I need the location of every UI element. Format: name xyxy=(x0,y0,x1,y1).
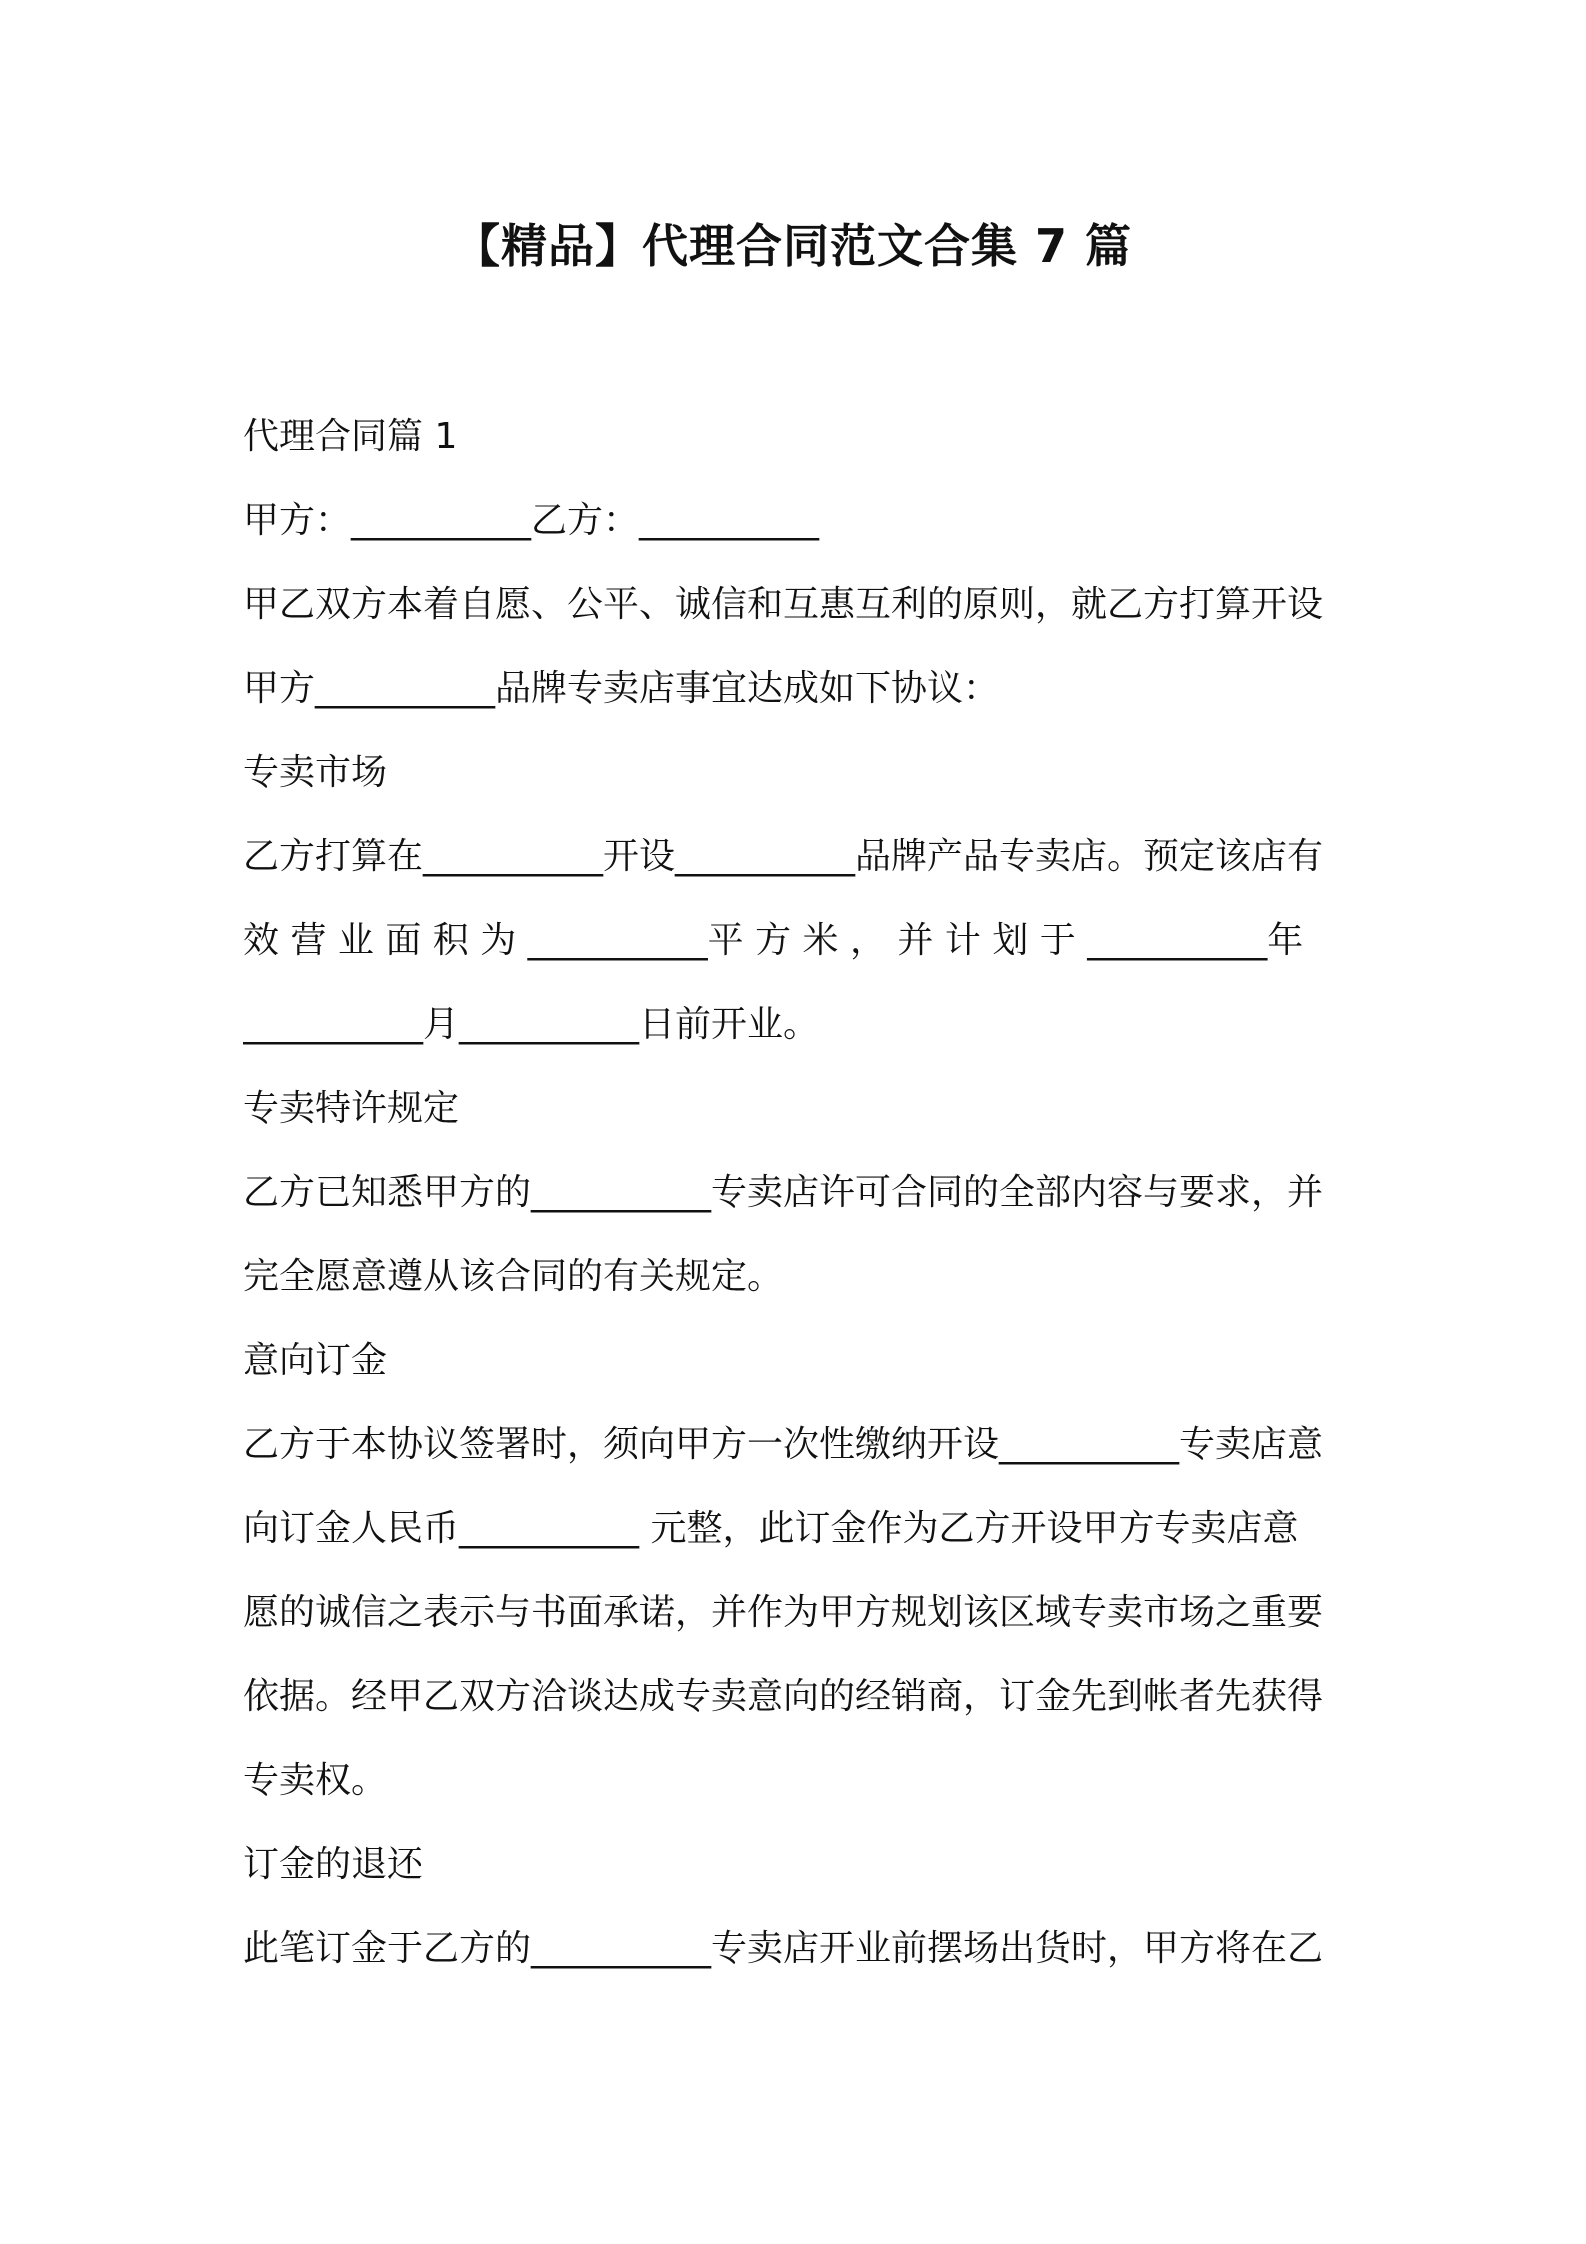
paragraph-line: 乙方打算在__________开设__________品牌产品专卖店。预定该店有 xyxy=(243,836,1324,877)
paragraph-line: 向订金人民币__________ 元整，此订金作为乙方开设甲方专卖店意 xyxy=(243,1508,1299,1549)
paragraph-line: 乙方已知悉甲方的__________专卖店许可合同的全部内容与要求，并 xyxy=(243,1172,1324,1213)
party-line: 甲方：__________乙方：__________ xyxy=(243,500,820,541)
document-body xyxy=(243,405,1355,2001)
paragraph-line: 完全愿意遵从该合同的有关规定。 xyxy=(243,1256,784,1297)
paragraph-line: 甲方__________品牌专卖店事宜达成如下协议： xyxy=(243,668,1000,709)
paragraph-line: 依据。经甲乙双方洽谈达成专卖意向的经销商，订金先到帐者先获得 xyxy=(243,1676,1324,1717)
paragraph-line: 愿的诚信之表示与书面承诺，并作为甲方规划该区域专卖市场之重要 xyxy=(243,1592,1324,1633)
paragraph-line: 效 营 业 面 积 为 __________平 方 米 ， 并 计 划 于 __________年 xyxy=(243,920,1304,961)
section-heading: 专卖特许规定 xyxy=(243,1088,460,1129)
section-heading: 订金的退还 xyxy=(243,1844,424,1885)
section-heading: 专卖市场 xyxy=(243,752,388,793)
section-heading: 代理合同篇 1 xyxy=(243,416,458,457)
paragraph-line: 专卖权。 xyxy=(243,1760,388,1801)
section-heading: 意向订金 xyxy=(243,1340,388,1381)
paragraph-line: 此笔订金于乙方的__________专卖店开业前摆场出货时，甲方将在乙 xyxy=(243,1928,1324,1969)
paragraph-line: __________月__________日前开业。 xyxy=(243,1004,820,1045)
document-title: 【精品】代理合同范文合集 7 篇 xyxy=(453,219,1133,273)
paragraph-line: 乙方于本协议签署时，须向甲方一次性缴纳开设__________专卖店意 xyxy=(243,1424,1324,1465)
paragraph-line: 甲乙双方本着自愿、公平、诚信和互惠互利的原则，就乙方打算开设 xyxy=(243,584,1324,625)
